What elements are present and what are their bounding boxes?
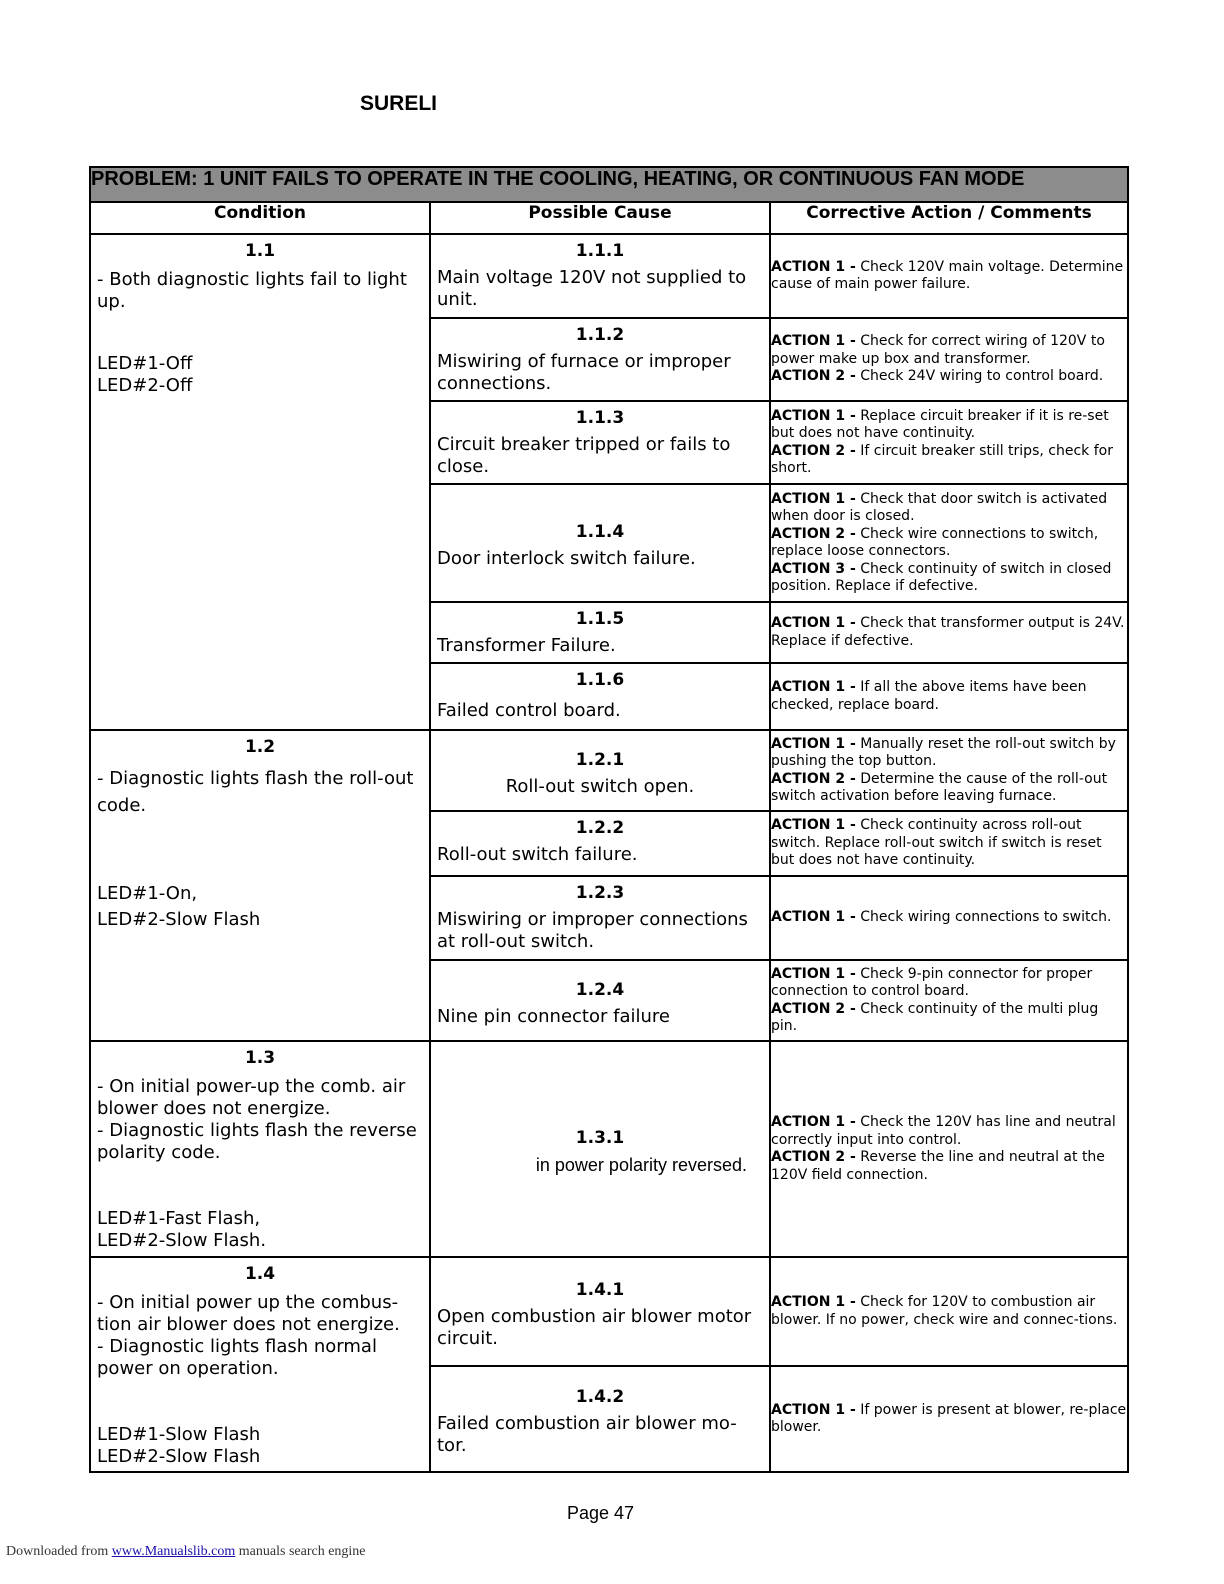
download-suffix: manuals search engine <box>238 1544 366 1559</box>
cause-number: 1.4.1 <box>575 1279 625 1300</box>
cause-cell <box>430 1366 770 1472</box>
action-cell <box>770 811 1128 876</box>
cause-cell <box>430 663 770 730</box>
condition-text: - On initial power up the combus-tion air blower does not energize. <box>97 1292 400 1335</box>
action-line: ACTION 1 - Check wiring connections to switch. <box>771 909 1112 926</box>
led2-state: LED#2-Slow Flash. <box>97 1230 267 1251</box>
action-line: ACTION 2 - Check wire connections to switch, replace loose connectors. <box>771 525 1099 559</box>
action-line: ACTION 1 - If power is present at blower, re-place blower. <box>771 1401 1127 1435</box>
cause-number: 1.2.3 <box>575 883 625 903</box>
action-cell <box>770 663 1128 730</box>
table-row <box>90 1257 1128 1366</box>
condition-text-2: - Diagnostic lights flash normal power on operation. <box>97 1336 377 1379</box>
condition-text: - Diagnostic lights flash the roll-out code. <box>97 768 414 816</box>
led2-state: LED#2-Off <box>97 375 193 396</box>
problem-title: PROBLEM: 1 UNIT FAILS TO OPERATE IN THE COOLING, HEATING, OR CONTINUOUS FAN MODE <box>90 167 1128 202</box>
cause-cell <box>430 318 770 401</box>
action-line: ACTION 1 - Manually reset the roll-out switch by pushing the top button. <box>771 735 1116 769</box>
download-footer <box>6 1544 366 1560</box>
action-line: ACTION 2 - Reverse the line and neutral at the 120V field connection. <box>771 1149 1105 1183</box>
cause-text: Miswiring of furnace or improper connections. <box>437 351 731 394</box>
cause-cell <box>430 960 770 1041</box>
cause-cell <box>430 730 770 811</box>
cause-number: 1.1.4 <box>575 522 625 542</box>
condition-cell <box>90 730 430 1041</box>
action-line: ACTION 1 - If all the above items have been checked, replace board. <box>771 679 1087 713</box>
table-row <box>90 730 1128 811</box>
action-line: ACTION 1 - Check that door switch is activated when door is closed. <box>771 490 1108 524</box>
cause-cell <box>430 876 770 960</box>
cause-cell <box>430 811 770 876</box>
led2-state: LED#2-Slow Flash <box>97 1446 261 1467</box>
cause-number: 1.2.2 <box>575 818 625 838</box>
action-line: ACTION 2 - Check 24V wiring to control board. <box>771 368 1104 385</box>
cause-text: Door interlock switch failure. <box>437 548 696 569</box>
cause-text: Roll-out switch open. <box>505 775 695 797</box>
action-line: ACTION 1 - Check for 120V to combustion air blower. If no power, check wire and connec-tions. <box>771 1294 1118 1328</box>
action-cell <box>770 876 1128 960</box>
action-line: ACTION 2 - If circuit breaker still trips, check for short. <box>771 442 1113 476</box>
action-cell <box>770 730 1128 811</box>
cause-text: Transformer Failure. <box>437 635 616 656</box>
cause-number: 1.2.4 <box>575 979 625 1000</box>
cause-number: 1.1.1 <box>575 241 625 261</box>
action-cell <box>770 1041 1128 1257</box>
page-title: SURELI <box>360 92 438 115</box>
action-cell <box>770 602 1128 663</box>
led1-state: LED#1-Fast Flash, <box>97 1208 261 1229</box>
cause-cell <box>430 1041 770 1257</box>
cause-cell <box>430 1257 770 1366</box>
condition-cell <box>90 1041 430 1257</box>
led1-state: LED#1-Off <box>97 353 193 374</box>
troubleshooting-table <box>89 166 1129 1473</box>
action-cell <box>770 318 1128 401</box>
cause-text: Failed combustion air blower mo-tor. <box>437 1413 737 1456</box>
cause-text: Open combustion air blower motor circuit. <box>437 1305 752 1349</box>
condition-number: 1.3 <box>244 1048 276 1068</box>
manualslib-link[interactable]: www.Manualslib.com <box>111 1544 236 1559</box>
cause-number: 1.1.3 <box>575 408 625 428</box>
cause-text: Failed control board. <box>437 700 621 721</box>
condition-number: 1.2 <box>244 737 276 757</box>
cause-text: Roll-out switch failure. <box>437 844 638 865</box>
action-cell <box>770 234 1128 318</box>
action-line: ACTION 3 - Check continuity of switch in closed position. Replace if defective. <box>771 560 1112 594</box>
condition-number: 1.1 <box>244 241 276 261</box>
column-header-action: Corrective Action / Comments <box>770 202 1128 234</box>
action-line: ACTION 1 - Check the 120V has line and neutral correctly input into control. <box>771 1114 1116 1148</box>
condition-cell <box>90 1257 430 1472</box>
led1-state: LED#1-On, <box>97 883 198 904</box>
action-line: ACTION 1 - Check 9-pin connector for proper connection to control board. <box>771 965 1093 999</box>
column-header-condition: Condition <box>90 202 430 234</box>
condition-text: - Both diagnostic lights fail to light up. <box>97 269 407 312</box>
table-row <box>90 234 1128 318</box>
action-line: ACTION 1 - Check that transformer output is 24V. Replace if defective. <box>771 615 1125 649</box>
condition-text: - On initial power-up the comb. air blower does not energize. <box>97 1076 406 1119</box>
action-cell <box>770 484 1128 602</box>
cause-number: 1.2.1 <box>575 749 625 770</box>
cause-cell <box>430 484 770 602</box>
action-cell <box>770 1366 1128 1472</box>
action-line: ACTION 2 - Check continuity of the multi plug pin. <box>771 1000 1099 1034</box>
led1-state: LED#1-Slow Flash <box>97 1424 261 1445</box>
condition-number: 1.4 <box>244 1264 276 1284</box>
action-line: ACTION 1 - Replace circuit breaker if it is re-set but does not have continuity. <box>771 407 1109 441</box>
cause-number: 1.1.5 <box>575 609 625 629</box>
column-header-cause: Possible Cause <box>430 202 770 234</box>
action-line: ACTION 2 - Determine the cause of the roll-out switch activation before leaving furnace. <box>771 770 1108 804</box>
condition-cell <box>90 234 430 730</box>
cause-cell <box>430 234 770 318</box>
action-line: ACTION 1 - Check for correct wiring of 120V to power make up box and transformer. <box>771 333 1105 367</box>
cause-text: Circuit breaker tripped or fails to close. <box>437 434 731 477</box>
cause-number: 1.3.1 <box>575 1128 625 1148</box>
action-cell <box>770 1257 1128 1366</box>
cause-number: 1.4.2 <box>575 1387 625 1407</box>
action-cell <box>770 960 1128 1041</box>
cause-text: in power polarity reversed. <box>535 1155 747 1175</box>
action-line: ACTION 1 - Check 120V main voltage. Determine cause of main power failure. <box>771 258 1124 292</box>
page-number: Page 47 <box>567 1503 635 1523</box>
table-row <box>90 1041 1128 1257</box>
condition-text-2: - Diagnostic lights flash the reverse polarity code. <box>97 1120 417 1163</box>
action-cell <box>770 401 1128 484</box>
action-line: ACTION 1 - Check continuity across roll-out switch. Replace roll-out switch if switch is reset but does not have continuity. <box>771 817 1102 869</box>
cause-number: 1.1.6 <box>575 670 625 690</box>
led2-state: LED#2-Slow Flash <box>97 909 261 930</box>
cause-text: Main voltage 120V not supplied to unit. <box>437 267 747 310</box>
cause-number: 1.1.2 <box>575 325 625 345</box>
cause-text: Miswiring or improper connections at roll-out switch. <box>437 909 748 952</box>
download-prefix: Downloaded from <box>6 1544 109 1559</box>
cause-cell <box>430 401 770 484</box>
cause-text: Nine pin connector failure <box>437 1005 670 1027</box>
cause-cell <box>430 602 770 663</box>
